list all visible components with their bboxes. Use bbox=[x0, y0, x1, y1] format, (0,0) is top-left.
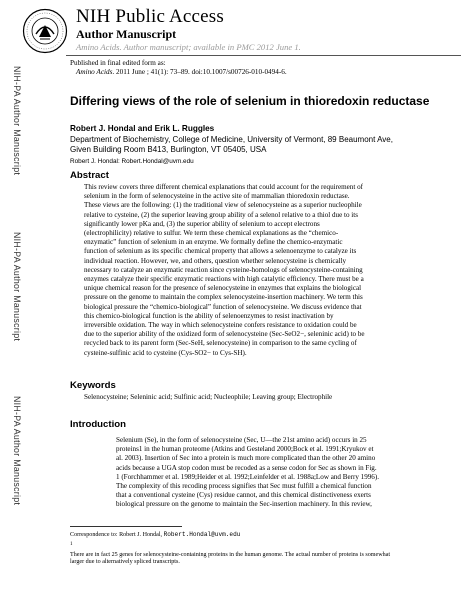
header-divider bbox=[66, 55, 461, 56]
abstract-line: cysteine-sulfinic acid to cysteine (Cys-SO2− to Cys-SH). bbox=[84, 348, 247, 357]
abstract-line: due to the superior ability of the oxidized form of selenocysteine (Sec-SeO2−, seleninic acid) to be bbox=[84, 330, 365, 339]
intro-line: al. 2003). Insertion of Sec into a protein is much more complicated than the other 20 amino bbox=[116, 454, 376, 463]
side-stamp-top: NIH-PA Author Manuscript bbox=[12, 66, 22, 176]
abstract-line: significantly lower pKa and, (3) the superior ability of selenium to accept electrons bbox=[84, 219, 320, 228]
footnote-1-marker: 1 bbox=[70, 541, 73, 547]
footnote-1-line bbox=[70, 541, 460, 559]
nih-public-access-title: NIH Public Access bbox=[76, 6, 224, 27]
intro-line: biological pressure on the genome to maintain the Sec-insertion machinery. In this review, bbox=[116, 500, 372, 509]
footnote-1-line: larger due to alternatively spliced transcripts. bbox=[70, 559, 180, 566]
intro-line: that a conventional cysteine (Cys) residue cannot, and this chemical distinctiveness exerts bbox=[116, 491, 371, 500]
abstract-line: biological pressure the “chemico-biological” function of selenocysteine. We discuss evidence that bbox=[84, 302, 362, 311]
pmc-availability-line: Amino Acids. Author manuscript; available in PMC 2012 June 1. bbox=[76, 42, 301, 52]
abstract-line: recycled back to its parent form (Sec-SeH, selenocysteine) in comparison to the same cycling of bbox=[84, 339, 357, 348]
abstract-line: pressure on the genome to maintain the complex selenocysteine-insertion machinery. We term this bbox=[84, 293, 363, 302]
abstract-body bbox=[84, 183, 460, 358]
abstract-line: individual reaction. However, we, and others, question whether selenocysteine is chemically bbox=[84, 256, 347, 265]
nih-seal-logo bbox=[22, 8, 68, 54]
side-stamp-bottom: NIH-PA Author Manuscript bbox=[12, 396, 22, 506]
abstract-line: unique chemical reason for the presence of selenocysteine in enzymes that explains the biological bbox=[84, 284, 362, 293]
introduction-heading: Introduction bbox=[70, 419, 126, 430]
published-form-label: Published in final edited form as: bbox=[70, 59, 166, 67]
affiliation bbox=[70, 135, 450, 155]
article-title: Differing views of the role of selenium in thioredoxin reductase bbox=[70, 94, 430, 108]
intro-line: Selenium (Se), in the form of selenocysteine (Sec, U—the 21st amino acid) occurs in 25 bbox=[116, 436, 367, 444]
abstract-line: irreversible oxidation. The way in which selenocysteine confers resistance to oxidation could be bbox=[84, 321, 357, 330]
article-authors: Robert J. Hondal and Erik L. Ruggles bbox=[70, 124, 215, 133]
introduction-body bbox=[116, 436, 466, 510]
abstract-line: necessary to catalyze an enzymatic reaction since cysteine-homologs of selenocysteine-containing bbox=[84, 265, 363, 274]
abstract-line: enzymes catalyze their specific enzymatic reactions with high catalytic efficiency. There must be a bbox=[84, 275, 364, 284]
citation bbox=[76, 68, 287, 76]
affiliation-line: Given Building Room B413, Burlington, VT 05405, USA bbox=[70, 145, 267, 154]
intro-line: proteins1 in the human proteome (Atkins and Gesteland 2000;Bock et al. 1991;Kryukov et bbox=[116, 445, 374, 454]
abstract-heading: Abstract bbox=[70, 170, 109, 181]
abstract-line: enzymatic” function of selenium in an enzyme. We formally define the chemico-enzymatic bbox=[84, 238, 343, 247]
affiliation-line: Department of Biochemistry, College of Medicine, University of Vermont, 89 Beaumont Ave, bbox=[70, 135, 393, 144]
intro-line: 1 (Forchhammer et al. 1989;Heider et al. 1992;Leinfelder et al. 1988a;Low and Berry 1996). bbox=[116, 472, 379, 481]
correspondence-footnote bbox=[70, 531, 240, 538]
keywords-list: Selenocysteine; Seleninic acid; Sulfinic acid; Nucleophile; Leaving group; Electrophile bbox=[84, 393, 333, 401]
footnote-divider bbox=[70, 526, 182, 527]
abstract-line: selenium in the form of selenocysteine in the active site of mammalian thioredoxin reductase. bbox=[84, 192, 350, 201]
footnote-1 bbox=[70, 541, 460, 567]
abstract-line: This review covers three different chemical explanations that could account for the requirement of bbox=[84, 183, 363, 191]
abstract-line: this chemico-biological function is the ability of selenoenzymes to resist inactivation by bbox=[84, 311, 334, 320]
abstract-line: (electrophilicity) relative to sulfur. We term these chemical explanations as the “chemico- bbox=[84, 229, 339, 238]
footnote-1-text: There are in fact 25 genes for selenocysteine-containing proteins in the human genome. The actual number of proteins is somewhat bbox=[70, 551, 391, 558]
correspondence-label: Correspondence to: Robert J. Hondal, bbox=[70, 532, 164, 538]
citation-journal: Amino Acids bbox=[76, 68, 113, 76]
keywords-heading: Keywords bbox=[70, 380, 116, 391]
abstract-line: function of selenium as its specific chemical property that allows a selenoenzyme to catalyze its bbox=[84, 247, 357, 256]
intro-line: The complexity of this recoding process signifies that Sec must fulfill a chemical function bbox=[116, 482, 372, 491]
correspondence-email-link[interactable]: Robert.Hondal@uvm.edu bbox=[163, 531, 241, 538]
citation-details: . 2011 June ; 41(1): 73–89. doi:10.1007/s00726-010-0494-6. bbox=[112, 68, 287, 76]
author-email: Robert J. Hondal: Robert.Hondal@uvm.edu bbox=[70, 158, 194, 165]
side-stamp-middle: NIH-PA Author Manuscript bbox=[12, 232, 22, 342]
abstract-line: relative to cysteine, (2) the superior leaving group ability of a selenol relative to a thiol due to its bbox=[84, 210, 359, 219]
intro-line: acids because a UGA stop codon must be recoded as a sense codon for Sec as shown in Fig. bbox=[116, 463, 377, 472]
abstract-line: These views are the following: (1) the traditional view of selenocysteine as a superior nucleophile bbox=[84, 201, 362, 210]
author-manuscript-label: Author Manuscript bbox=[76, 27, 177, 41]
